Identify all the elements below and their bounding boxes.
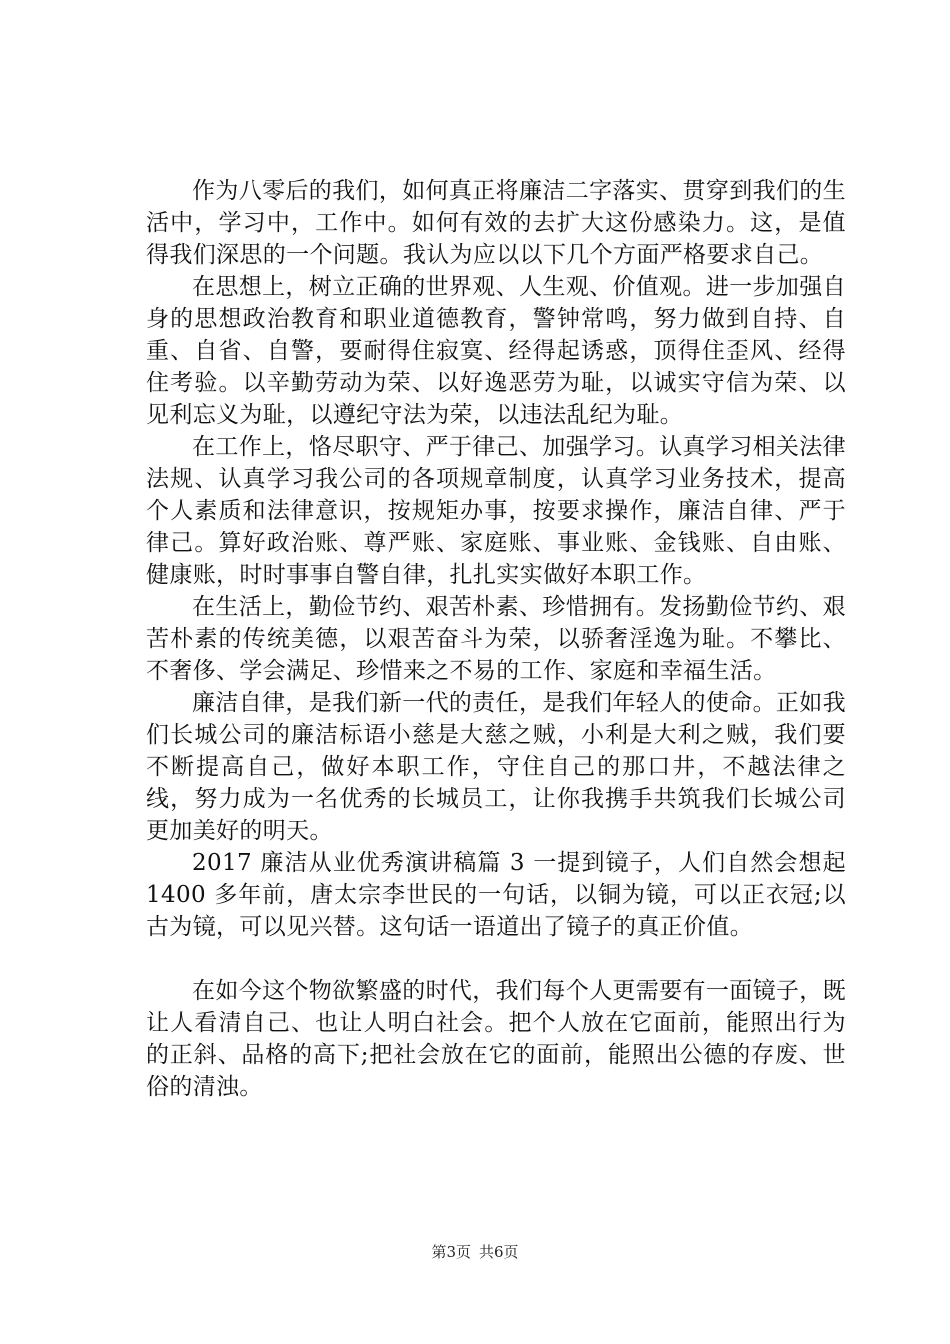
page-number: 第3页 <box>431 1243 471 1261</box>
paragraph: 2017 廉洁从业优秀演讲稿篇 3 一提到镜子，人们自然会想起 1400 多年前，唐太宗李世民的一句话，以铜为镜，可以正衣冠;以古为镜，可以见兴替。这句话一语道出了镜子的真正价值。 <box>146 850 846 940</box>
paragraph: 在如今这个物欲繁盛的时代，我们每个人更需要有一面镜子，既让人看清自己、也让人明白社会。把个人放在它面前，能照出行为的正斜、品格的高下;把社会放在它的面前，能照出公德的存废、世俗的清浊。 <box>146 978 846 1100</box>
page-footer <box>0 1242 950 1262</box>
paragraph: 作为八零后的我们，如何真正将廉洁二字落实、贯穿到我们的生活中，学习中，工作中。如何有效的去扩大这份感染力。这，是值得我们深思的一个问题。我认为应以以下几个方面严格要求自己。 <box>146 178 846 268</box>
paragraph: 廉洁自律，是我们新一代的责任，是我们年轻人的使命。正如我们长城公司的廉洁标语小慈是大慈之贼，小利是大利之贼，我们要不断提高自己，做好本职工作，守住自己的那口井，不越法律之线，努力成为一名优秀的长城员工，让你我携手共筑我们长城公司更加美好的明天。 <box>146 690 846 844</box>
page-total: 共6页 <box>479 1243 519 1261</box>
paragraph: 在工作上，恪尽职守、严于律己、加强学习。认真学习相关法律法规、认真学习我公司的各项规章制度，认真学习业务技术，提高个人素质和法律意识，按规矩办事，按要求操作，廉洁自律、严于律己。算好政治账、尊严账、家庭账、事业账、金钱账、自由账、健康账，时时事事自警自律，扎扎实实做好本职工作。 <box>146 434 846 588</box>
paragraph: 在生活上，勤俭节约、艰苦朴素、珍惜拥有。发扬勤俭节约、艰苦朴素的传统美德，以艰苦奋斗为荣，以骄奢淫逸为耻。不攀比、不奢侈、学会满足、珍惜来之不易的工作、家庭和幸福生活。 <box>146 594 846 684</box>
paragraph: 在思想上，树立正确的世界观、人生观、价值观。进一步加强自身的思想政治教育和职业道德教育，警钟常鸣，努力做到自持、自重、自省、自警，要耐得住寂寞、经得起诱惑，顶得住歪风、经得住考验。以辛勤劳动为荣、以好逸恶劳为耻，以诚实守信为荣、以见利忘义为耻，以遵纪守法为荣，以违法乱纪为耻。 <box>146 274 846 428</box>
document-body <box>146 175 846 1103</box>
